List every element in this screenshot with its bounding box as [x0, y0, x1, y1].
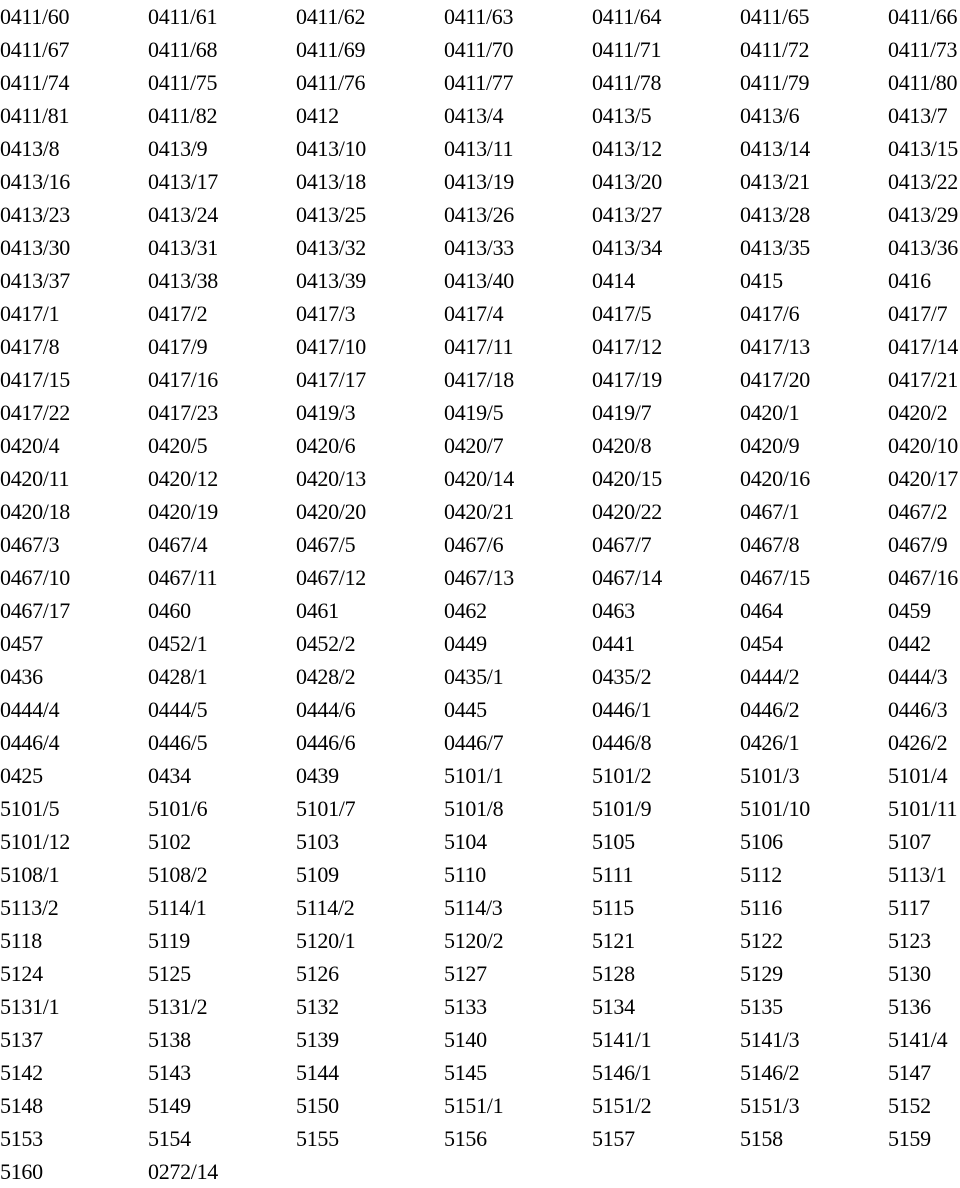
table-cell: 0467/11: [148, 565, 218, 590]
table-cell: 0446/6: [296, 730, 356, 755]
table-cell: 0420/17: [888, 466, 959, 491]
table-row: [0, 429, 960, 462]
table-cell: 0413/17: [148, 169, 219, 194]
table-cell: 0428/1: [148, 664, 208, 689]
table-cell: 5101/7: [296, 796, 356, 821]
table-cell: 5157: [592, 1126, 635, 1151]
table-row: [0, 330, 960, 363]
table-cell: 0462: [444, 598, 487, 623]
table-cell: 5139: [296, 1027, 339, 1052]
table-cell: 0420/16: [740, 466, 811, 491]
table-cell: 0446/8: [592, 730, 652, 755]
table-cell: 0413/24: [148, 202, 219, 227]
table-cell: 0413/18: [296, 169, 367, 194]
table-row: [0, 231, 960, 264]
table-cell: 0417/10: [296, 334, 367, 359]
table-cell: 0420/8: [592, 433, 652, 458]
table-cell: 5146/2: [740, 1060, 800, 1085]
table-cell: 5121: [592, 928, 635, 953]
table-cell: 0444/6: [296, 697, 356, 722]
table-cell: 0467/4: [148, 532, 208, 557]
table-row: [0, 99, 960, 132]
table-cell: 5160: [0, 1159, 43, 1184]
table-cell: 5133: [444, 994, 487, 1019]
table-cell: 0461: [296, 598, 339, 623]
table-cell: 0411/82: [148, 103, 218, 128]
table-cell: 0420/4: [0, 433, 60, 458]
table-row: [0, 858, 960, 891]
table-cell: 0452/1: [148, 631, 208, 656]
table-cell: 5109: [296, 862, 339, 887]
table-cell: 0444/5: [148, 697, 208, 722]
table-cell: 0444/2: [740, 664, 800, 689]
table-cell: 5135: [740, 994, 783, 1019]
table-cell: 0467/14: [592, 565, 663, 590]
table-cell: 0411/62: [296, 4, 366, 29]
table-cell: 0413/35: [740, 235, 811, 260]
table-cell: 0413/29: [888, 202, 959, 227]
table-cell: 5120/2: [444, 928, 504, 953]
table-cell: 0413/4: [444, 103, 504, 128]
table-cell: 0411/63: [444, 4, 514, 29]
table-cell: 5158: [740, 1126, 783, 1151]
table-cell: 0413/5: [592, 103, 652, 128]
table-cell: 0417/11: [444, 334, 514, 359]
table-row: [0, 132, 960, 165]
table-cell: 0467/6: [444, 532, 504, 557]
table-cell: 0413/7: [888, 103, 948, 128]
table-cell: 0413/34: [592, 235, 663, 260]
table-cell: 0413/30: [0, 235, 71, 260]
table-row: [0, 660, 960, 693]
table-cell: 0413/14: [740, 136, 811, 161]
table-cell: 0272/14: [148, 1159, 219, 1184]
table-cell: 5114/2: [296, 895, 355, 920]
table-cell: 5103: [296, 829, 339, 854]
table-cell: 5151/1: [444, 1093, 504, 1118]
table-cell: 5159: [888, 1126, 931, 1151]
table-cell: 0425: [0, 763, 43, 788]
table-cell: 0413/25: [296, 202, 367, 227]
table-cell: 5101/2: [592, 763, 652, 788]
table-row: [0, 1122, 960, 1155]
table-row: [0, 726, 960, 759]
table-cell: 0411/70: [444, 37, 514, 62]
table-cell: 0417/15: [0, 367, 71, 392]
table-cell: 5101/4: [888, 763, 948, 788]
table-cell: 0420/10: [888, 433, 959, 458]
table-row: [0, 165, 960, 198]
table-cell: 0411/77: [444, 70, 514, 95]
table-cell: 5114/3: [444, 895, 503, 920]
table-cell: 5113/1: [888, 862, 947, 887]
table-row: [0, 33, 960, 66]
table-cell: 0413/36: [888, 235, 959, 260]
table-cell: 5141/3: [740, 1027, 800, 1052]
table-cell: 5143: [148, 1060, 191, 1085]
table-cell: 0467/3: [0, 532, 60, 557]
table-cell: 5120/1: [296, 928, 356, 953]
table-cell: 0445: [444, 697, 487, 722]
table-cell: 0411/61: [148, 4, 218, 29]
table-cell: 5156: [444, 1126, 487, 1151]
table-cell: 0454: [740, 631, 783, 656]
table-cell: 5102: [148, 829, 191, 854]
table-cell: 5122: [740, 928, 783, 953]
table-cell: 5108/2: [148, 862, 208, 887]
table-cell: 5110: [444, 862, 486, 887]
table-cell: 0411/69: [296, 37, 366, 62]
table-cell: 0420/1: [740, 400, 800, 425]
table-cell: 0411/79: [740, 70, 810, 95]
table-cell: 0413/26: [444, 202, 515, 227]
table-cell: 0413/15: [888, 136, 959, 161]
table-cell: 0417/22: [0, 400, 71, 425]
table-cell: 0457: [0, 631, 43, 656]
table-cell: 0413/12: [592, 136, 663, 161]
table-cell: 0467/9: [888, 532, 948, 557]
table-cell: 5151/2: [592, 1093, 652, 1118]
table-cell: 5101/9: [592, 796, 652, 821]
table-cell: 5137: [0, 1027, 43, 1052]
table-cell: 5111: [592, 862, 634, 887]
table-cell: 0417/23: [148, 400, 219, 425]
table-cell: 0417/6: [740, 301, 800, 326]
table-cell: 0411/68: [148, 37, 218, 62]
table-cell: 5131/1: [0, 994, 60, 1019]
table-cell: 0419/7: [592, 400, 652, 425]
table-cell: 5114/1: [148, 895, 207, 920]
table-cell: 0420/6: [296, 433, 356, 458]
table-row: [0, 891, 960, 924]
table-cell: 0435/2: [592, 664, 652, 689]
table-cell: 0417/2: [148, 301, 208, 326]
table-cell: 0411/66: [888, 4, 958, 29]
table-row: [0, 792, 960, 825]
table-cell: 0417/19: [592, 367, 663, 392]
table-cell: 0446/5: [148, 730, 208, 755]
table-cell: 0417/8: [0, 334, 60, 359]
table-cell: 5116: [740, 895, 782, 920]
table-row: [0, 561, 960, 594]
table-cell: 5142: [0, 1060, 43, 1085]
table-cell: 5126: [296, 961, 339, 986]
table-row: [0, 627, 960, 660]
table-cell: 0444/4: [0, 697, 60, 722]
table-row: [0, 594, 960, 627]
table-row: [0, 924, 960, 957]
table-cell: 0413/19: [444, 169, 515, 194]
table-cell: 0413/28: [740, 202, 811, 227]
table-cell: 0420/18: [0, 499, 71, 524]
table-cell: 0412: [296, 103, 339, 128]
table-row: [0, 495, 960, 528]
table-cell: 0417/9: [148, 334, 208, 359]
table-cell: 0417/18: [444, 367, 515, 392]
table-cell: 0411/75: [148, 70, 218, 95]
table-cell: 0420/2: [888, 400, 948, 425]
table-row: [0, 66, 960, 99]
table-cell: 5141/1: [592, 1027, 652, 1052]
table-cell: 5123: [888, 928, 931, 953]
table-cell: 0413/33: [444, 235, 515, 260]
table-cell: 0446/2: [740, 697, 800, 722]
table-cell: 5152: [888, 1093, 931, 1118]
table-cell: 5101/3: [740, 763, 800, 788]
table-row: [0, 396, 960, 429]
table-cell: 0426/1: [740, 730, 800, 755]
table-cell: 0417/3: [296, 301, 356, 326]
table-cell: 0441: [592, 631, 635, 656]
table-cell: 5128: [592, 961, 635, 986]
table-cell: 0420/13: [296, 466, 367, 491]
table-cell: 5127: [444, 961, 487, 986]
table-row: [0, 693, 960, 726]
table-cell: 5136: [888, 994, 931, 1019]
table-cell: 0411/73: [888, 37, 958, 62]
table-cell: 0411/80: [888, 70, 958, 95]
table-cell: 0411/74: [0, 70, 70, 95]
table-cell: 0467/15: [740, 565, 811, 590]
table-cell: 5149: [148, 1093, 191, 1118]
table-cell: 0420/15: [592, 466, 663, 491]
table-row: [0, 297, 960, 330]
table-cell: 0442: [888, 631, 931, 656]
table-cell: 0417/13: [740, 334, 811, 359]
table-cell: 0419/3: [296, 400, 356, 425]
table-cell: 0467/10: [0, 565, 71, 590]
table-cell: 5147: [888, 1060, 931, 1085]
table-cell: 0417/16: [148, 367, 219, 392]
table-row: [0, 1089, 960, 1122]
table-cell: 5153: [0, 1126, 43, 1151]
table-cell: 0413/22: [888, 169, 959, 194]
table-row: [0, 264, 960, 297]
table-cell: 5144: [296, 1060, 339, 1085]
table-cell: 0411/60: [0, 4, 70, 29]
table-cell: 0434: [148, 763, 191, 788]
table-cell: 0413/32: [296, 235, 367, 260]
table-cell: 0467/5: [296, 532, 356, 557]
table-cell: 5119: [148, 928, 190, 953]
table-cell: 5101/12: [0, 829, 71, 854]
table-cell: 0467/2: [888, 499, 948, 524]
table-cell: 0459: [888, 598, 931, 623]
table-cell: 0467/13: [444, 565, 515, 590]
table-cell: 5101/1: [444, 763, 504, 788]
table-cell: 0420/7: [444, 433, 504, 458]
table-cell: 0426/2: [888, 730, 948, 755]
table-cell: 5150: [296, 1093, 339, 1118]
table-cell: 5146/1: [592, 1060, 652, 1085]
table-cell: 0416: [888, 268, 931, 293]
table-row: [0, 462, 960, 495]
table-cell: 5115: [592, 895, 634, 920]
table-cell: 0417/17: [296, 367, 367, 392]
table-cell: 0413/27: [592, 202, 663, 227]
table-cell: 0413/40: [444, 268, 515, 293]
table-cell: 0464: [740, 598, 783, 623]
table-cell: 5104: [444, 829, 487, 854]
table-cell: 5134: [592, 994, 635, 1019]
table-cell: 0411/78: [592, 70, 662, 95]
table-cell: 0417/12: [592, 334, 663, 359]
table-cell: 0411/76: [296, 70, 366, 95]
table-cell: 5138: [148, 1027, 191, 1052]
table-row: [0, 957, 960, 990]
table-cell: 0411/81: [0, 103, 70, 128]
table-cell: 0419/5: [444, 400, 504, 425]
table-cell: 0413/8: [0, 136, 60, 161]
table-cell: 5145: [444, 1060, 487, 1085]
table-cell: 0417/20: [740, 367, 811, 392]
table-cell: 0444/3: [888, 664, 948, 689]
table-cell: 5132: [296, 994, 339, 1019]
table-cell: 0413/39: [296, 268, 367, 293]
table-row: [0, 0, 960, 33]
table-cell: 0420/19: [148, 499, 219, 524]
table-cell: 5129: [740, 961, 783, 986]
table-cell: 0446/3: [888, 697, 948, 722]
table-cell: 5117: [888, 895, 930, 920]
table-row: [0, 990, 960, 1023]
table-cell: 0439: [296, 763, 339, 788]
table-cell: 5118: [0, 928, 42, 953]
table-cell: 0428/2: [296, 664, 356, 689]
table-cell: 5108/1: [0, 862, 60, 887]
table-cell: 0435/1: [444, 664, 504, 689]
table-cell: 0463: [592, 598, 635, 623]
table-cell: 0467/16: [888, 565, 959, 590]
table-row: [0, 1155, 960, 1188]
table-cell: 0413/31: [148, 235, 219, 260]
table-cell: 5112: [740, 862, 782, 887]
table-cell: 5101/10: [740, 796, 811, 821]
table-cell: 0413/16: [0, 169, 71, 194]
table-cell: 0411/72: [740, 37, 810, 62]
table-cell: 5101/6: [148, 796, 208, 821]
table-cell: 5101/11: [888, 796, 958, 821]
table-row: [0, 528, 960, 561]
table-cell: 0411/65: [740, 4, 810, 29]
table-cell: 0467/1: [740, 499, 800, 524]
table-cell: 5131/2: [148, 994, 208, 1019]
table-cell: 0411/64: [592, 4, 662, 29]
table-cell: 0420/11: [0, 466, 70, 491]
table-cell: 5125: [148, 961, 191, 986]
table-cell: 0413/38: [148, 268, 219, 293]
table-cell: 5106: [740, 829, 783, 854]
table-row: [0, 363, 960, 396]
table-cell: 0411/71: [592, 37, 662, 62]
table-cell: 0413/9: [148, 136, 208, 161]
table-cell: 0420/9: [740, 433, 800, 458]
table-cell: 0446/1: [592, 697, 652, 722]
table-cell: 0413/6: [740, 103, 800, 128]
table-cell: 0420/20: [296, 499, 367, 524]
table-cell: 0417/4: [444, 301, 504, 326]
table-cell: 0413/21: [740, 169, 811, 194]
table-cell: 0446/7: [444, 730, 504, 755]
table-cell: 0420/12: [148, 466, 219, 491]
table-cell: 0417/7: [888, 301, 948, 326]
table-cell: 0411/67: [0, 37, 70, 62]
table-cell: 0414: [592, 268, 635, 293]
table-cell: 0413/37: [0, 268, 71, 293]
table-row: [0, 198, 960, 231]
table-cell: 0436: [0, 664, 43, 689]
table-cell: 0413/23: [0, 202, 71, 227]
table-cell: 0452/2: [296, 631, 356, 656]
table-cell: 0420/21: [444, 499, 515, 524]
table-cell: 0420/22: [592, 499, 663, 524]
table-cell: 5130: [888, 961, 931, 986]
table-cell: 5107: [888, 829, 931, 854]
table-cell: 0460: [148, 598, 191, 623]
table-cell: 0417/5: [592, 301, 652, 326]
table-cell: 0449: [444, 631, 487, 656]
table-cell: 0467/7: [592, 532, 652, 557]
table-cell: 0467/17: [0, 598, 71, 623]
table-cell: 0417/21: [888, 367, 959, 392]
table-cell: 5101/5: [0, 796, 60, 821]
table-row: [0, 1023, 960, 1056]
table-cell: 5113/2: [0, 895, 59, 920]
table-cell: 0415: [740, 268, 783, 293]
table-row: [0, 825, 960, 858]
table-row: [0, 1056, 960, 1089]
table-cell: 0417/1: [0, 301, 60, 326]
table-cell: 0467/8: [740, 532, 800, 557]
table-cell: 5151/3: [740, 1093, 800, 1118]
table-cell: 0417/14: [888, 334, 959, 359]
table-cell: 0413/20: [592, 169, 663, 194]
table-cell: 5140: [444, 1027, 487, 1052]
table-cell: 0420/14: [444, 466, 515, 491]
table-cell: 5124: [0, 961, 43, 986]
table-cell: 0413/11: [444, 136, 514, 161]
table-cell: 0467/12: [296, 565, 367, 590]
table-cell: 5101/8: [444, 796, 504, 821]
table-cell: 5154: [148, 1126, 191, 1151]
table-cell: 0446/4: [0, 730, 60, 755]
table-cell: 0420/5: [148, 433, 208, 458]
table-row: [0, 759, 960, 792]
table-cell: 0413/10: [296, 136, 367, 161]
table-cell: 5105: [592, 829, 635, 854]
table-cell: 5141/4: [888, 1027, 948, 1052]
table-cell: 5148: [0, 1093, 43, 1118]
table-cell: 5155: [296, 1126, 339, 1151]
